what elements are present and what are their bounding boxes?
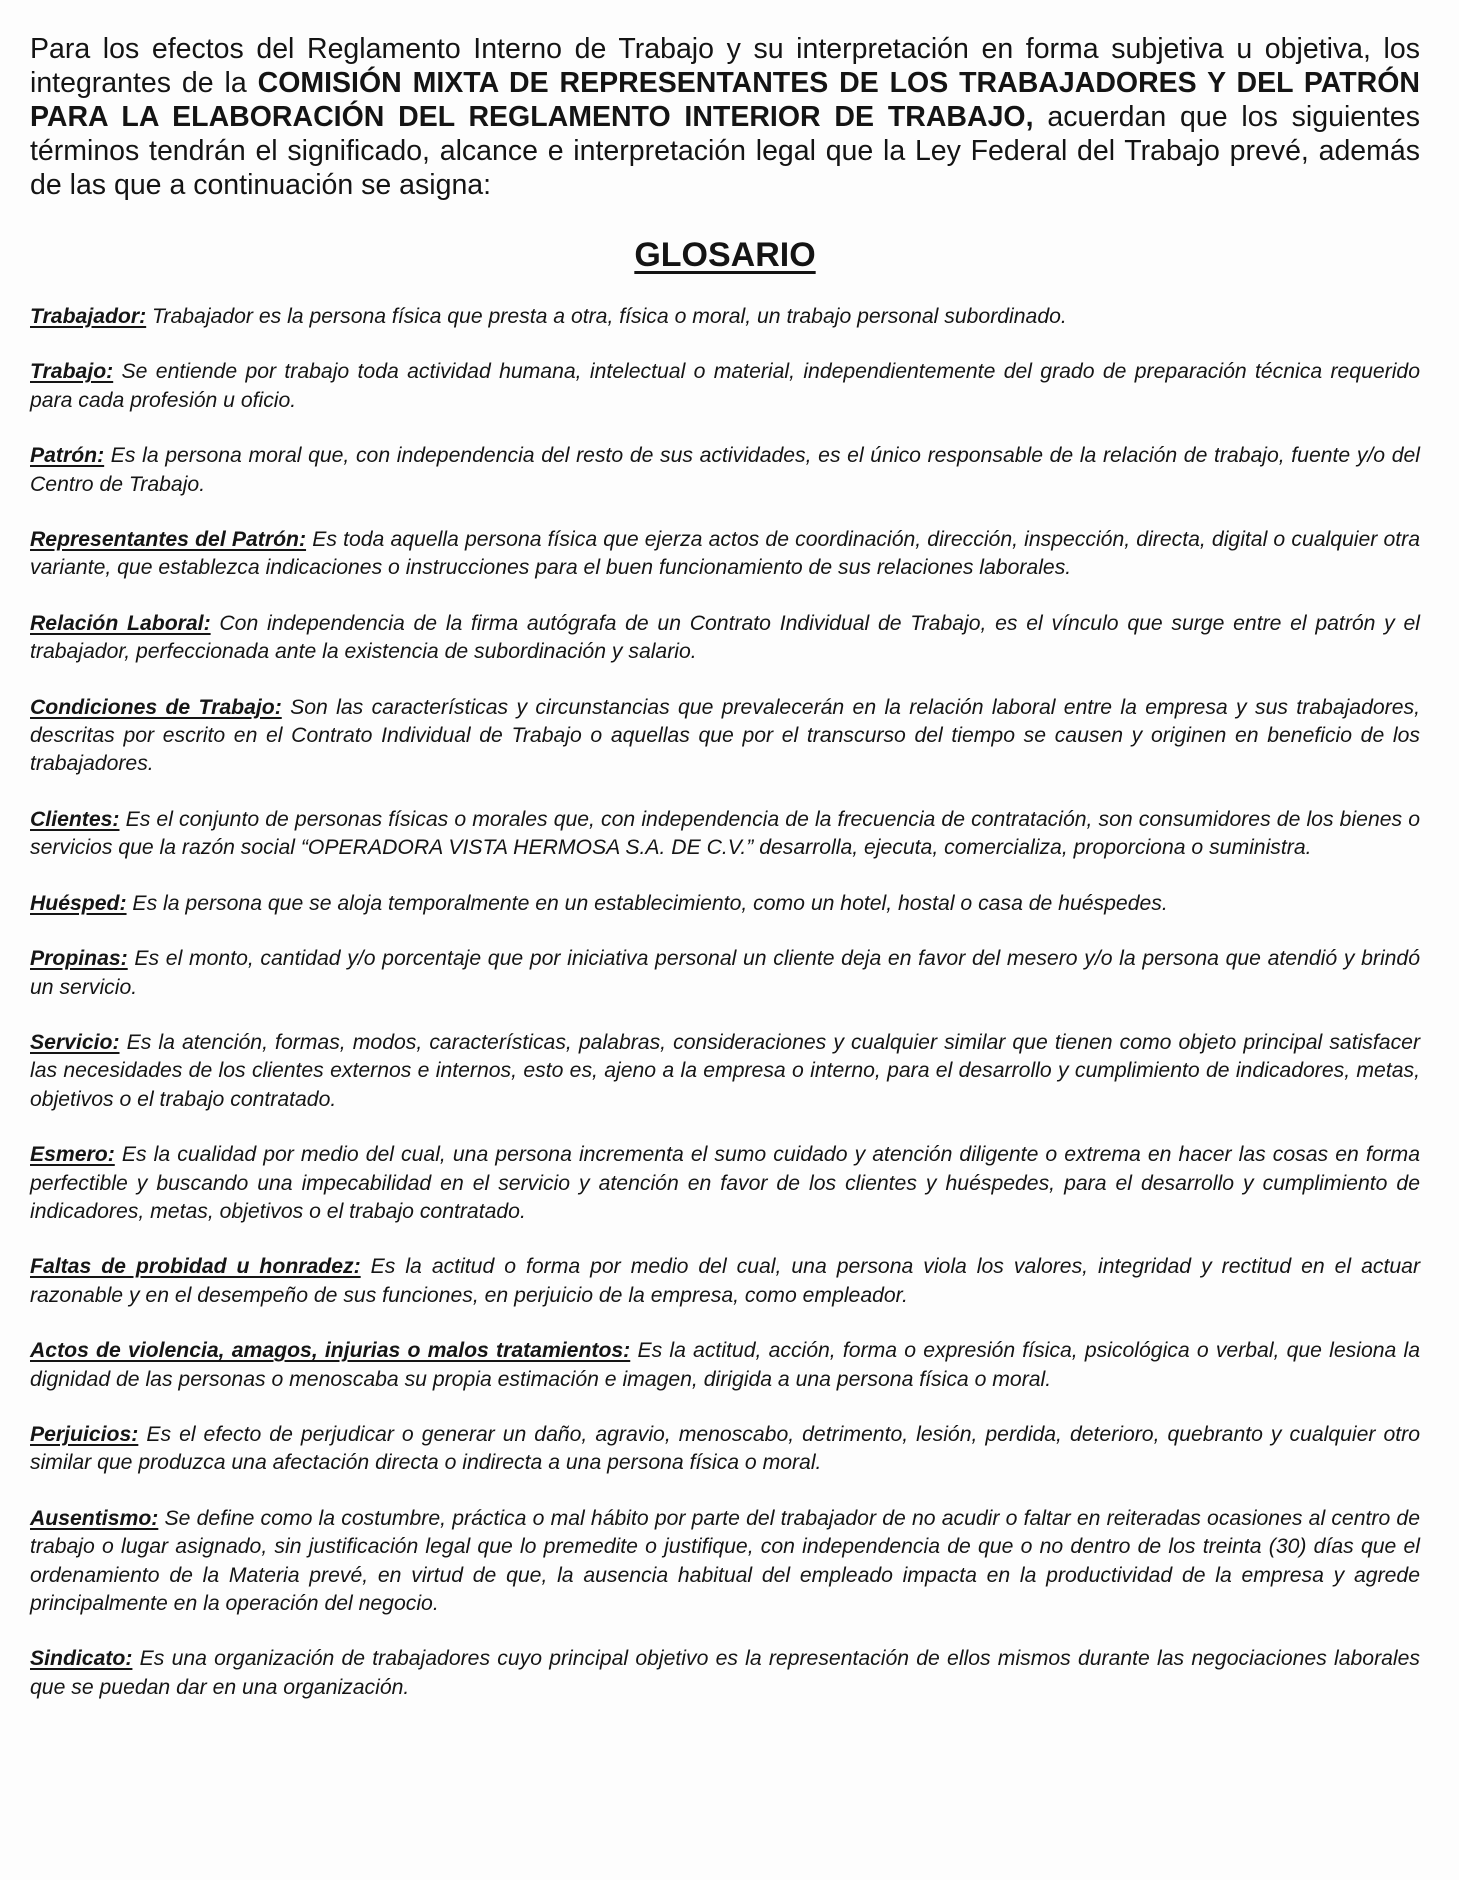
glossary-definition: Es el efecto de perjudicar o generar un daño, agravio, menoscabo, detrimento, lesión, perdida, deterioro, quebranto y cualquier otro similar que produzca una afectación directa o indirecta a una persona física o moral. xyxy=(30,1422,1420,1475)
glossary-entry xyxy=(30,1253,1420,1310)
intro-text-end: acuerdan que los siguientes términos tendrán el significado, alcance e interpretación legal que la Ley Federal del Trabajo prevé, además de las que a continuación se asigna: xyxy=(30,101,1420,201)
glossary-definition: Trabajador es la persona física que presta a otra, física o moral, un trabajo personal subordinado. xyxy=(146,305,1067,328)
glossary-entry xyxy=(30,890,1420,918)
glossary-definition: Es toda aquella persona física que ejerza actos de coordinación, dirección, inspección, directa, digital o cualquier otra variante, que establezca indicaciones o instrucciones para el buen funcionamiento de sus relaciones laborales. xyxy=(30,528,1421,580)
glossary-entry xyxy=(30,442,1420,499)
glossary-entry xyxy=(30,303,1420,331)
glossary-definition: Es la persona moral que, con independencia del resto de sus actividades, es el único responsable de la relación de trabajo, fuente y/o del Centro de Trabajo. xyxy=(30,444,1420,496)
glossary-definition: Se define como la costumbre, práctica o mal hábito por parte del trabajador de no acudir o faltar en reiteradas ocasiones al centro de trabajo o lugar asignado, sin justificación legal que lo premedite o justifique, con independencia de que o no dentro de los treinta (30) días que el ordenamiento de la Materia prevé, en virtud de que, la ausencia habitual del empleado impacta en la productividad de la empresa y agrede principalmente en la operación del negocio. xyxy=(30,1506,1420,1615)
glossary-entry xyxy=(30,610,1420,667)
glossary-definition: Es la cualidad por medio del cual, una persona incrementa el sumo cuidado y atención diligente o extrema en hacer las cosas en forma perfectible y buscando una impecabilidad en el servicio y atención en favor de los clientes y huéspedes, para el desarrollo y cumplimiento de indicadores, metas, objetivos o el trabajo contratado. xyxy=(30,1143,1420,1223)
document-page xyxy=(30,32,1420,1729)
glossary-term: Servicio: xyxy=(30,1030,120,1054)
glossary-definition: Son las características y circunstancias que prevalecerán en la relación laboral entre la empresa y sus trabajadores, descritas por escrito en el Contrato Individual de Trabajo o aquellas que por el transcurso del tiempo se causen y originen en beneficio de los trabajadores. xyxy=(30,695,1420,776)
glossary-term: Sindicato: xyxy=(30,1647,133,1671)
glossary-term: Actos de violencia, amagos, injurias o malos tratamientos: xyxy=(30,1339,631,1363)
glossary-entry xyxy=(30,1029,1420,1114)
glossary-entry xyxy=(30,358,1420,415)
glossary-term: Trabajador: xyxy=(30,305,147,328)
glossary-entry xyxy=(30,526,1420,583)
intro-paragraph xyxy=(30,32,1420,202)
glossary-term: Esmero: xyxy=(30,1143,115,1167)
glossary-entry xyxy=(30,1141,1420,1226)
glossary-definition: Es la persona que se aloja temporalmente en un establecimiento, como un hotel, hostal o casa de huéspedes. xyxy=(126,891,1168,915)
glossary-term: Trabajo: xyxy=(30,360,114,384)
glossary-entry xyxy=(30,694,1420,779)
glossary-term: Patrón: xyxy=(30,444,105,468)
glossary-term: Condiciones de Trabajo: xyxy=(30,695,282,719)
glossary-definition: Es una organización de trabajadores cuyo principal objetivo es la representación de ellos mismos durante las negociaciones laborales que se puedan dar en una organización. xyxy=(30,1647,1420,1699)
glossary-definition: Con independencia de la firma autógrafa de un Contrato Individual de Trabajo, es el vínculo que surge entre el patrón y el trabajador, perfeccionada ante la existencia de subordinación y salario. xyxy=(30,611,1420,664)
glossary-term: Perjuicios: xyxy=(30,1422,139,1446)
glossary-list xyxy=(30,303,1420,1702)
intro-text-start: Para los efectos del Reglamento Interno de Trabajo y su interpretación en forma subjetiva u objetiva, los integrantes de la xyxy=(30,33,1420,99)
glossary-entry xyxy=(30,945,1420,1002)
intro-commission-name: COMISIÓN MIXTA DE REPRESENTANTES DE LOS TRABAJADORES Y DEL PATRÓN PARA LA ELABORACIÓN DEL REGLAMENTO INTERIOR DE TRABAJO, xyxy=(30,67,1420,133)
glossary-title: GLOSARIO xyxy=(634,236,816,274)
glossary-term: Clientes: xyxy=(30,807,120,831)
glossary-definition: Es el conjunto de personas físicas o morales que, con independencia de la frecuencia de contratación, son consumidores de los bienes o servicios que la razón social “OPERADORA VISTA HERMOSA S.A. DE C.V.” desarrolla, ejecuta, comercializa, proporciona o suministra. xyxy=(30,807,1420,860)
glossary-term: Propinas: xyxy=(30,947,128,971)
glossary-definition: Es la actitud o forma por medio del cual, una persona viola los valores, integridad y rectitud en el actuar razonable y en el desempeño de sus funciones, en perjuicio de la empresa, como empleador. xyxy=(30,1255,1420,1307)
glossary-term: Ausentismo: xyxy=(30,1506,159,1530)
glossary-entry xyxy=(30,1421,1420,1478)
glossary-definition: Es la atención, formas, modos, características, palabras, consideraciones y cualquier similar que tienen como objeto principal satisfacer las necesidades de los clientes externos e internos, esto es, ajeno a la empresa o interno, para el desarrollo y cumplimiento de indicadores, metas, objetivos o el trabajo contratado. xyxy=(30,1030,1420,1111)
glossary-term: Faltas de probidad u honradez: xyxy=(30,1255,361,1279)
glossary-entry xyxy=(30,1505,1420,1619)
glossary-term: Representantes del Patrón: xyxy=(30,528,307,552)
glossary-entry xyxy=(30,1337,1420,1394)
glossary-definition: Es el monto, cantidad y/o porcentaje que por iniciativa personal un cliente deja en favor del mesero y/o la persona que atendió y brindó un servicio. xyxy=(30,947,1420,999)
glossary-term: Relación Laboral: xyxy=(30,611,211,635)
glossary-entry xyxy=(30,806,1420,863)
glossary-entry xyxy=(30,1645,1420,1702)
glossary-definition: Es la actitud, acción, forma o expresión física, psicológica o verbal, que lesiona la dignidad de las personas o menoscaba su propia estimación e imagen, dirigida a una persona física o moral. xyxy=(30,1339,1420,1391)
glossary-definition: Se entiende por trabajo toda actividad humana, intelectual o material, independientemente del grado de preparación técnica requerido para cada profesión u oficio. xyxy=(30,360,1420,412)
glossary-term: Huésped: xyxy=(30,891,127,915)
